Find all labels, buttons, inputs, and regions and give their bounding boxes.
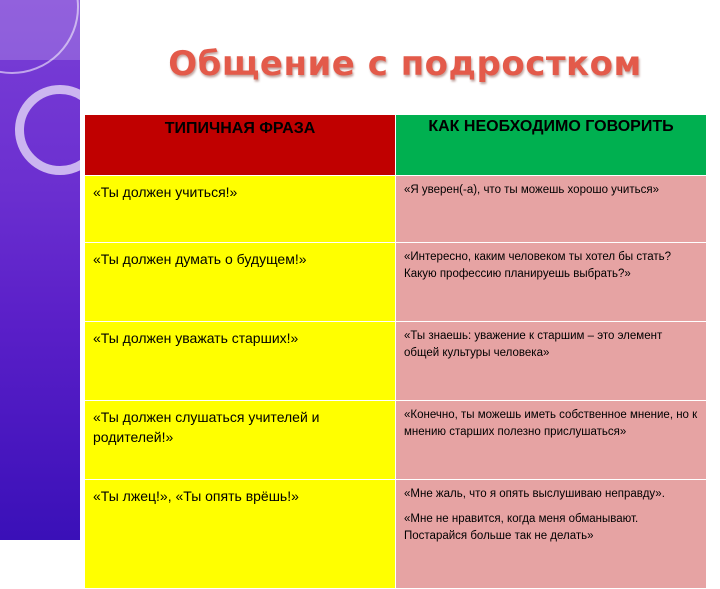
table-row	[85, 243, 707, 322]
advice-text: «Мне жаль, что я опять выслушиваю неправду».	[404, 488, 665, 500]
comparison-table	[84, 114, 707, 589]
phrase-cell: «Ты должен учиться!»	[85, 176, 396, 243]
table-row	[85, 322, 707, 401]
advice-cell	[396, 176, 707, 243]
advice-text: «Ты знаешь: уважение к старшим – это элемент общей культуры человека»	[404, 330, 663, 359]
decorative-ring-large	[0, 0, 79, 74]
advice-text: «Конечно, ты можешь иметь собственное мнение, но к мнению старших полезно прислушаться»	[404, 409, 698, 438]
table-row	[85, 480, 707, 589]
decorative-sidebar	[0, 0, 80, 540]
header-how-to-speak: КАК НЕОБХОДИМО ГОВОРИТЬ	[396, 115, 707, 176]
phrase-cell: «Ты должен думать о будущем!»	[85, 243, 396, 322]
table-row	[85, 401, 707, 480]
advice-cell	[396, 322, 707, 401]
advice-text: «Мне не нравится, когда меня обманывают. Постарайся больше так не делать»	[404, 513, 639, 542]
phrase-cell: «Ты лжец!», «Ты опять врёшь!»	[85, 480, 396, 589]
advice-text: «Я уверен(-а), что ты можешь хорошо учиться»	[404, 184, 659, 196]
advice-cell	[396, 243, 707, 322]
decorative-ring-small	[15, 85, 80, 175]
advice-cell	[396, 401, 707, 480]
table-row	[85, 176, 707, 243]
advice-cell	[396, 480, 707, 589]
phrase-cell: «Ты должен уважать старших!»	[85, 322, 396, 401]
table-header-row	[85, 115, 707, 176]
slide-title: Общение с подростком	[168, 44, 642, 84]
advice-text: «Интересно, каким человеком ты хотел бы стать? Какую профессию планируешь выбрать?»	[404, 251, 672, 280]
header-typical-phrase: ТИПИЧНАЯ ФРАЗА	[85, 115, 396, 176]
phrase-cell: «Ты должен слушаться учителей и родителей!»	[85, 401, 396, 480]
